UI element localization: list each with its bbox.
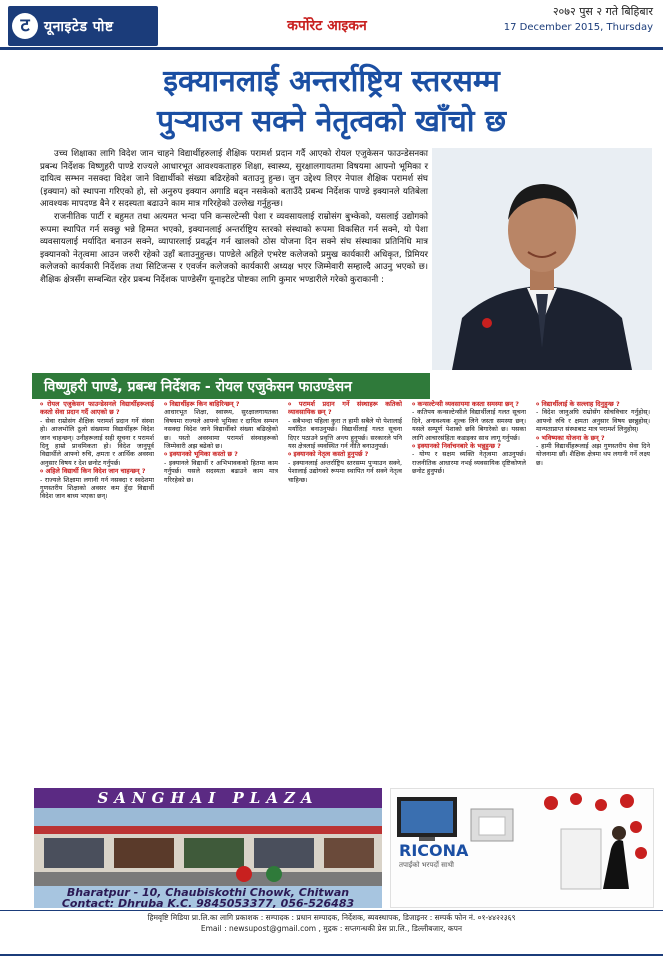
column-5 — [536, 400, 650, 788]
logo-text: यूनाइटेड पोष्ट — [44, 18, 114, 35]
answer: - हामी विद्यार्थीहरूलाई अझ गुणस्तरीय सेवा दिने योजनामा छौं। शैक्षिक क्षेत्रमा थप लगानी गर्ने लक्ष्य छ। — [536, 442, 650, 467]
ricona-brand: RICONA — [399, 841, 469, 860]
ad-title: SANGHAI PLAZA — [34, 788, 382, 808]
issue-date-nepali: २०७२ पुस २ गते बिहिबार — [552, 5, 653, 18]
column-3 — [288, 400, 402, 788]
bottom-rule — [0, 954, 663, 956]
header-rule — [0, 47, 663, 50]
portrait-illustration-icon — [432, 148, 652, 370]
intro-paragraph-2: राजनीतिक पार्टी र बहुमत तथा अत्यमत भन्दा पनि कन्सल्टेन्सी पेशा र व्यवसायलाई राम्रोसंग बुभ्केको, यसलाई उद्योगको रूपमा स्थापित गर्न सक्छु भन्ने हिम्मत भएको, इक्यानलाई अन्तर्राष्ट्रिय स्तरको संस्थाको रूपमा विकसित गर्न सक्ने, यो पेशा व्यवसायलाई मर्यादित बनाउन सक्ने, व्यापारलाई प्रवर्द्धन गर्न खालको ठोस योजना दिन सक्ने संघ संस्थाका प्रतिनिधि मात्र इक्यानको नेतृत्वमा आउन जरुरी रहेको उहाँ बताउनुहुन्छ। पाण्डेले अहिले एभरेष्ट कलेजको प्रमुख कार्यकारी अधिकृत, प्रिमियर कलेजको कार्यकारी निर्देशक तथा सिटिजन्स र एवर्जन कलेजको कार्यकारी अध्यक्ष भएर जिम्मेवारी सम्हाल्दै आउनु भएको छ। शैक्षिक क्षेत्रसँग सम्बन्धित रहेर प्रबन्ध निर्देशक पाण्डेसँग यूनाइटेड पोष्टका लागि कुमार भण्डारीले गरेको कुराकानी : — [40, 211, 428, 285]
question: ० विद्यार्थीहरू किन बाहिरिन्छन् ? — [164, 400, 240, 408]
intro-text — [40, 148, 428, 287]
ad-address-line-2: Contact: Dhruba K.C. 9845053377, 056-526483 — [61, 897, 355, 908]
answer: - इक्यानलाई अन्तर्राष्ट्रिय स्तरसम्म पुऱ्याउन सक्ने, पेशालाई उद्योगको रूपमा स्थापित गर्न सक्ने नेतृत्व चाहिन्छ। — [288, 458, 402, 484]
section-title: कर्पोरेट आइकन — [287, 18, 367, 34]
question: ० विद्यार्थीलाई के सल्लाह दिनुहुन्छ ? — [536, 400, 620, 408]
column-4 — [412, 400, 526, 788]
headline — [0, 62, 663, 142]
imprint-line-1: हिमवृष्टि मिडिया प्रा.लि.का लागि प्रकाशक : सम्पादक : प्रधान सम्पादक, निर्देशक, ब्यवस्थापक, डिजाइनर : सम्पर्क फोन नं. ०१-४४२२३६९ — [147, 913, 516, 922]
question: ० इक्यानको निर्वाचनबारे के भन्नुहुन्छ ? — [412, 442, 501, 451]
question: ० इक्यानको भूमिका कस्तो छ ? — [164, 450, 238, 459]
answer: - कतिपय कन्सल्टेन्सीले विद्यार्थीलाई गलत सूचना दिने, अनावश्यक शुल्क लिने जस्ता समस्या छन्। यसले सम्पूर्ण पेशाको छवि बिगारेको छ। यसका लागि आचारसंहिता कडाइका साथ लागू गर्नुपर्छ। — [412, 408, 526, 442]
logo-mark-icon: ट — [12, 13, 38, 39]
headline-line-1: इक्यानलाई अन्तर्राष्ट्रिय स्तरसम्म — [163, 64, 500, 99]
question: ० परामर्श प्रदान गर्ने संस्थाहरू कतिको व्यावसायिक छन् ? — [288, 400, 402, 417]
question: ० रोयल एजुकेसन फाउन्डेसनले विद्यार्थीहरूलाई कस्तो सेवा प्रदान गर्दै आएको छ ? — [40, 400, 154, 417]
ad-address — [34, 886, 382, 908]
imprint-footer — [0, 912, 663, 952]
footer-rule — [0, 910, 663, 911]
column-2 — [164, 400, 278, 788]
newspaper-logo[interactable] — [8, 6, 158, 46]
ricona-ad[interactable] — [390, 788, 654, 908]
question: ० इक्यानको नेतृत्व कस्तो हुनुपर्छ ? — [288, 450, 369, 459]
portrait-photo — [432, 148, 652, 370]
headline-line-2: पुऱ्याउन सक्ने नेतृत्वको खाँचो छ — [156, 104, 507, 139]
intro-paragraph-1: उच्च शिक्षाका लागि विदेश जान चाहने विद्यार्थीहरुलाई शैक्षिक परामर्श प्रदान गर्दै आएको रोयल एजुकेसन फाउन्डेसनका प्रबन्ध निर्देशक विष्णुहरी पाण्डे राज्यले आधारभूत आवश्यकताहरु शिक्षा, स्वास्थ्य, सुरक्षालगायतमा विषयमा आफ्नो भूमिका र दायित्व सम्भन नसक्दा विदेश जाने विद्यार्थीको संख्या बढिरहेको बताउनु हुन्छ। जुन उद्देश्य लिएर नेपाल शैक्षिक परामर्श संघ (इक्यान) को स्थापना गरिएको हो, सो अनुरुप इक्यान अगाडि बढ्न नसकेको बताउँदै प्रबन्ध निर्देशक पाण्डे इक्यानले यतिबेला आवश्यक मापदण्ड बैने र सदस्यता बढाउने काम मात्र गरिरहेको उल्लेख गर्नुहुन्छ। — [40, 149, 428, 210]
answer: - योग्य र सक्षम व्यक्ति नेतृत्वमा आउनुपर्छ। राजनीतिक आधारमा नभई व्यवसायिक दृष्टिकोणले छनोट हुनुपर्छ। — [412, 450, 526, 476]
answer: - राज्यले शिक्षामा लगानी गर्न नसक्दा र स्वदेशमा गुणस्तरीय शिक्षाको अवसर कम हुँदा विद्यार्थी विदेश जान बाध्य भएका छन्। — [40, 475, 154, 501]
building-icon — [34, 808, 382, 888]
ad-address-line-1: Bharatpur - 10, Chaubiskothi Chowk, Chitwan — [66, 886, 350, 899]
sanghai-plaza-ad[interactable] — [34, 788, 382, 908]
issue-date-english: 17 December 2015, Thursday — [503, 22, 653, 33]
ricona-tagline: तपाईंको भरपर्दो साथी — [399, 861, 454, 869]
imprint-line-2: Email : newsupost@gmail.com , मुद्रक : सप्तगन्धकी प्रेस प्रा.लि., डिल्लीबजार, कपन — [200, 924, 463, 933]
question: ० भविष्यका योजना के छन् ? — [536, 433, 605, 442]
answer: - विदेश जानुअघि राम्रोसँग सोचविचार गर्नुहोस्। आफ्नो रुचि र क्षमता अनुसार विषय छान्नुहोस्। मान्यताप्राप्त संस्थाबाट मात्र परामर्श लिनुहोस्। — [536, 408, 650, 434]
answer: - सबैभन्दा पहिला कुरा त हामी सबैले यो पेशालाई मर्यादित बनाउनुपर्छ। विद्यार्थीलाई गलत सूचना दिएर पठाउने प्रवृत्ति अन्त्य हुनुपर्छ। सरकारले पनि यस क्षेत्रलाई व्यवस्थित गर्न नीति बनाउनुपर्छ। — [288, 416, 402, 451]
answer: - इक्यानले विद्यार्थी र अभिभावकको हितमा काम गर्नुपर्छ। यसले सदस्यता बढाउने काम मात्र गरिरहेको छ। — [164, 458, 278, 484]
interview-columns — [40, 400, 654, 788]
column-1 — [40, 400, 154, 788]
issue-info — [453, 4, 653, 33]
plaza-building-image — [34, 808, 382, 888]
question: ० अहिले विद्यार्थी किन विदेश जान चाहन्छन् ? — [40, 467, 146, 476]
answer: - सेवा राम्रोसंग शैक्षिक परामर्श प्रदान गर्ने संस्था हो। आजभोलि ठूलो संख्यामा विद्यार्थीहरू विदेश जान चाहन्छन्। उनीहरूलाई सही सूचना र परामर्श दिनु हाम्रो प्राथमिकता हो। विदेश जानुपूर्व विद्यार्थीले आफ्नो रुचि, क्षमता र आर्थिक अवस्था अनुसार विषय र देश छनोट गर्नुपर्छ। — [40, 416, 154, 467]
name-band: विष्णुहरी पाण्डे, प्रबन्ध निर्देशक - रोयल एजुकेसन फाउण्डेसन — [32, 373, 430, 399]
question: ० कन्सल्टेन्सी व्यवसायमा कस्ता समस्या छन् ? — [412, 400, 520, 408]
answer: आधारभूत शिक्षा, स्वास्थ्य, सुरक्षालगायतका विषयमा राज्यले आफ्नो भूमिका र दायित्व सम्भन नसक्दा विदेश जाने विद्यार्थीको संख्या बढिरहेको छ। यस्तो अवस्थामा परामर्श संस्थाहरूको जिम्मेवारी अझ बढेको छ। — [164, 408, 278, 451]
